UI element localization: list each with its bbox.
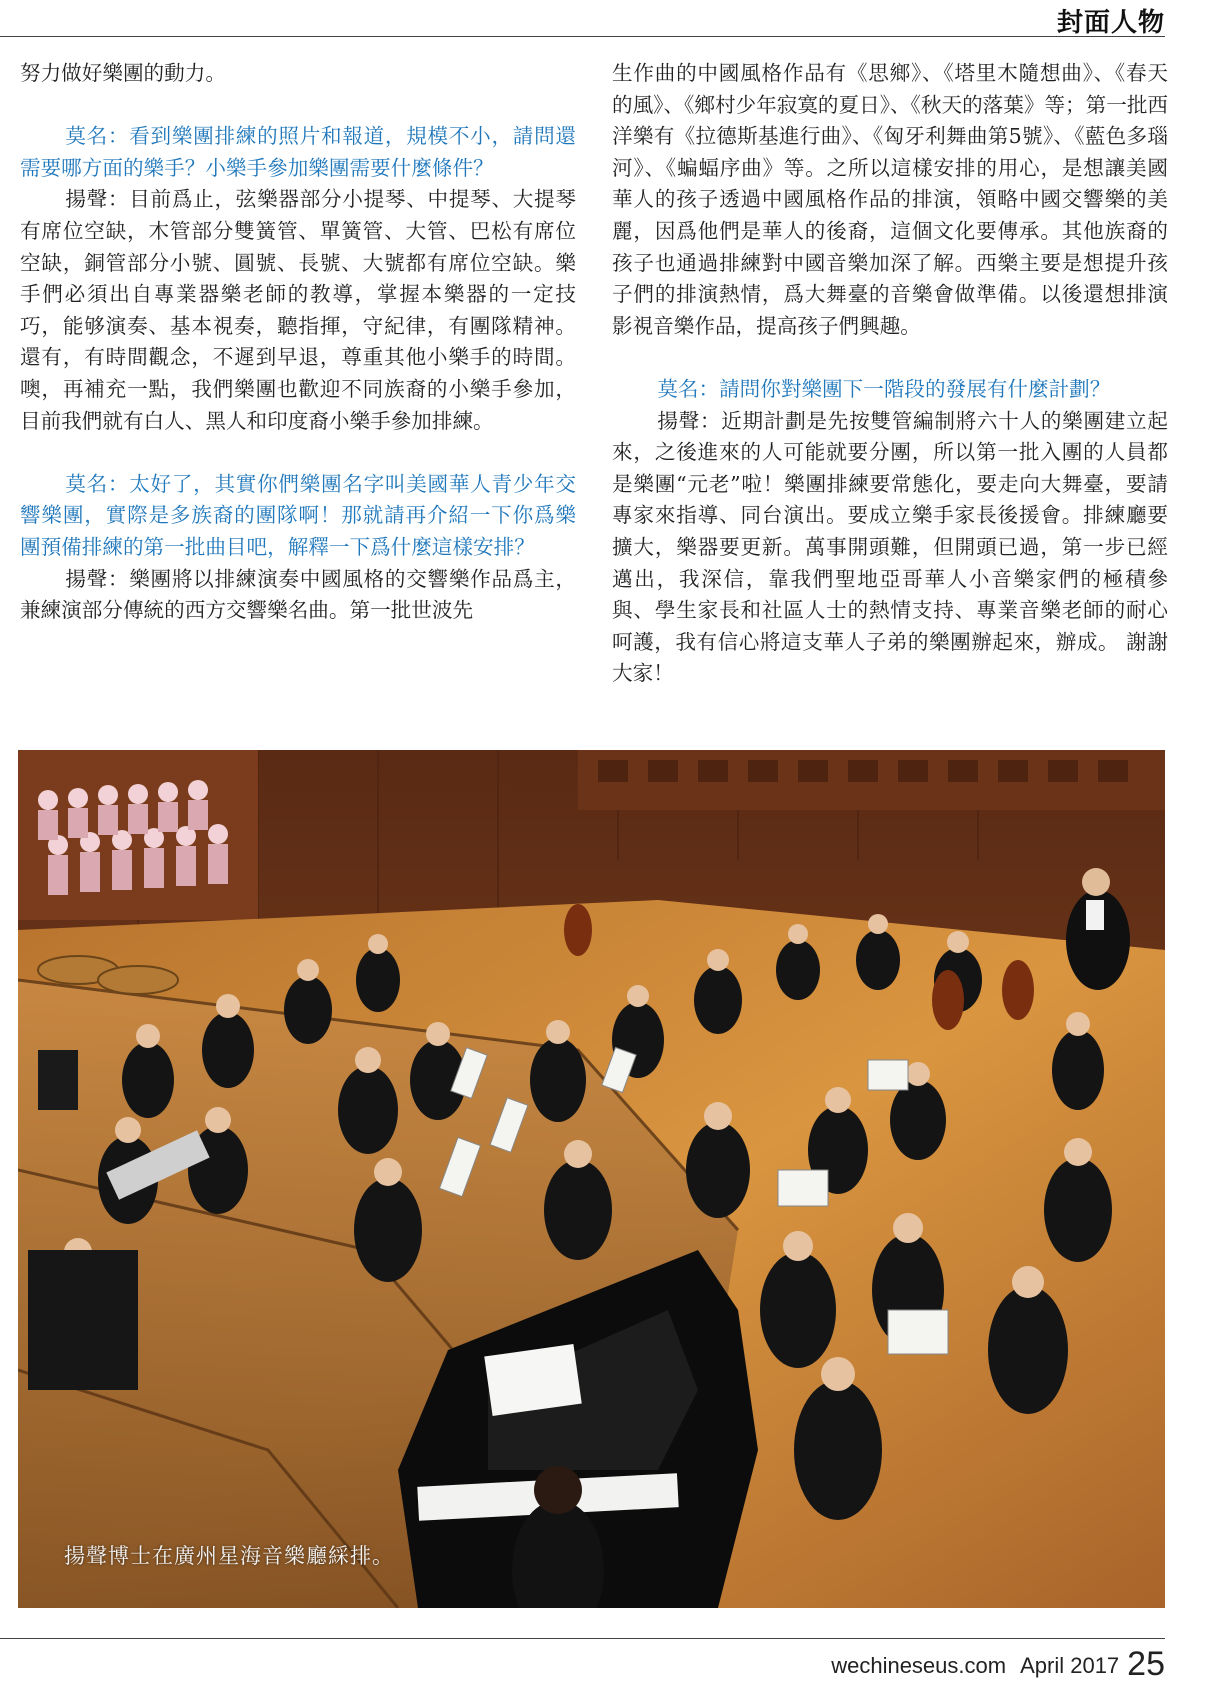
article-right-column: [612, 58, 1168, 690]
website-url: wechineseus.com: [831, 1653, 1007, 1678]
interview-question: 莫名：太好了，其實你們樂團名字叫美國華人青少年交響樂團，實際是多族裔的團隊啊！那就請再介紹一下你爲樂團預備排練的第一批曲目吧，解釋一下爲什麼這樣安排？: [20, 471, 576, 559]
paragraph-gap: [612, 342, 1168, 374]
interview-answer: 努力做好樂團的動力。: [20, 61, 226, 85]
interview-answer: 生作曲的中國風格作品有《思鄉》、《塔里木隨想曲》、《春天的風》、《鄉村少年寂寞的夏日》、《秋天的落葉》等；第一批西洋樂有《拉德斯基進行曲》、《匈牙利舞曲第5號》、《藍色多瑙河》、《蝙蝠序曲》等。之所以這樣安排的用心，是想讓美國華人的孩子透過中國風格作品的排演，領略中國交響樂的美麗，因爲他們是華人的後裔，這個文化要傳承。其他族裔的孩子也通過排練對中國音樂加深了解。西樂主要是想提升孩子們的排演熱情，爲大舞臺的音樂會做準備。以後還想排演影視音樂作品，提高孩子們興趣。: [612, 61, 1169, 338]
photo-caption: 揚聲博士在廣州星海音樂廳綵排。: [64, 1544, 394, 1568]
page-header: [0, 0, 1165, 37]
interview-question: 莫名：看到樂團排練的照片和報道，規模不小，請問還需要哪方面的樂手？小樂手參加樂團需要什麼條件？: [20, 124, 576, 180]
interview-answer: 揚聲：近期計劃是先按雙管編制將六十人的樂團建立起來，之後進來的人可能就要分團，所以第一批入團的人員都是樂團“元老”啦！樂團排練要常態化，要走向大舞臺，要請專家來指導、同台演出。要成立樂手家長後援會。排練廳要擴大，樂器要更新。萬事開頭難，但開頭已過，第一步已經邁出，我深信，靠我們聖地亞哥華人小音樂家們的極積參與、學生家長和社區人士的熱情支持、專業音樂老師的耐心呵護，我有信心將這支華人子弟的樂團辦起來，辦成。 謝謝大家！: [612, 408, 1168, 686]
orchestra-photo-illustration: [18, 750, 1165, 1608]
footer-info: [831, 1645, 1165, 1684]
section-title: 封面人物: [1056, 8, 1165, 38]
paragraph-gap: [20, 437, 576, 469]
issue-date: April 2017: [1020, 1653, 1120, 1678]
interview-question: 莫名：請問你對樂團下一階段的發展有什麼計劃？: [657, 376, 1111, 401]
interview-answer: 揚聲：目前爲止，弦樂器部分小提琴、中提琴、大提琴有席位空缺，木管部分雙簧管、單簧管、大管、巴松有席位空缺，銅管部分小號、圓號、長號、大號都有席位空缺。樂手們必須出自專業器樂老師的教導，掌握本樂器的一定技巧，能够演奏、基本視奏，聽指揮，守紀律，有團隊精神。還有，有時間觀念，不遲到早退，尊重其他小樂手的時間。噢，再補充一點，我們樂團也歡迎不同族裔的小樂手參加，目前我們就有白人、黑人和印度裔小樂手參加排練。: [20, 187, 576, 433]
article-left-column: [20, 58, 576, 627]
interview-answer: 揚聲：樂團將以排練演奏中國風格的交響樂作品爲主，兼練演部分傳統的西方交響樂名曲。第一批世波先: [20, 566, 576, 623]
page-number: 25: [1127, 1645, 1165, 1683]
orchestra-photo: [18, 750, 1165, 1608]
paragraph-gap: [20, 90, 576, 122]
page-footer: [0, 1638, 1165, 1689]
